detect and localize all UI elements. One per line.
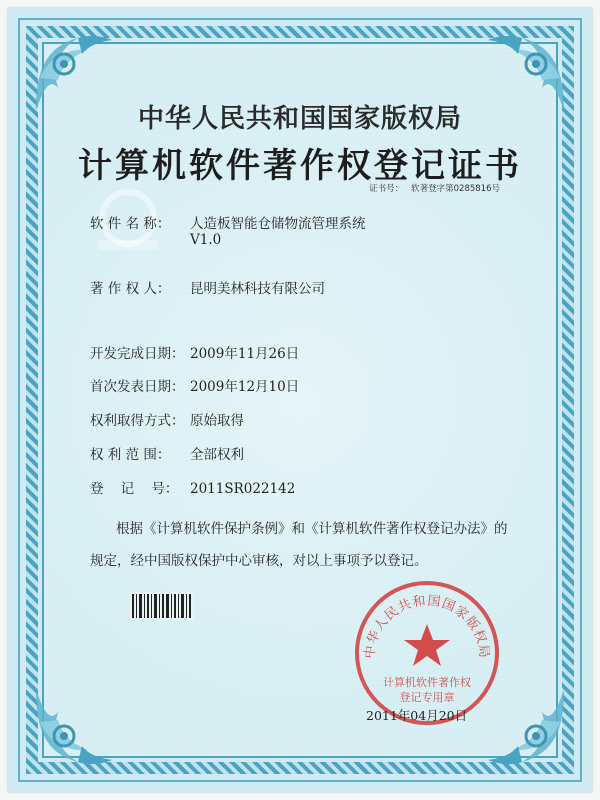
field-publish-date [90,375,299,395]
certificate-number-value: 软著登字第0285816号 [411,184,500,194]
statement-line: 规定，经中国版权保护中心审核，对以上事项予以登记。 [90,553,428,569]
field-label: 权 利 范 围： [90,447,171,463]
field-label: 开发完成日期： [90,346,185,362]
field-value: 原始取得 [190,413,244,429]
software-version: V1.0 [190,232,222,248]
seal-ring-text: 中华人民共和国国家版权局 [362,593,492,660]
field-value: 2011SR022142 [190,481,296,497]
field-value: 人造板智能仓储物流管理系统 [190,216,366,232]
issuer-name: 中华人民共和国国家版权局 [137,104,462,134]
field-label: 登 记 号： [90,481,179,497]
field-completion-date [90,342,299,362]
field-label: 首次发表日期： [90,379,185,395]
statement-paragraph [90,513,540,577]
certificate-title: 计算机软件著作权登记证书 [78,146,522,186]
seal-line-2: 登记专用章 [399,691,455,704]
field-value: 2009年12月10日 [190,379,300,395]
field-scope [90,443,244,463]
field-label: 著 作 权 人： [90,281,171,297]
issue-date: 2011年04月20日 [366,708,468,723]
field-software-name [90,212,366,248]
seal-star-icon [404,624,450,666]
statement-line: 根据《计算机软件保护条例》和《计算机软件著作权登记办法》的 [116,521,508,537]
certificate-number-label: 证书号： [369,184,404,194]
field-value: 全部权利 [190,447,244,463]
seal-line-1: 计算机软件著作权 [383,676,471,689]
field-label: 软 件 名 称： [90,216,171,232]
field-registration-number [90,477,295,497]
field-label: 权利取得方式： [90,413,185,429]
field-acquisition [90,409,244,429]
barcode-icon [130,592,194,620]
corner-ornament-icon [28,682,118,772]
field-value: 2009年11月26日 [190,346,300,362]
certificate-number [361,182,500,194]
field-owner [90,277,325,297]
field-value: 昆明美林科技有限公司 [190,281,325,297]
